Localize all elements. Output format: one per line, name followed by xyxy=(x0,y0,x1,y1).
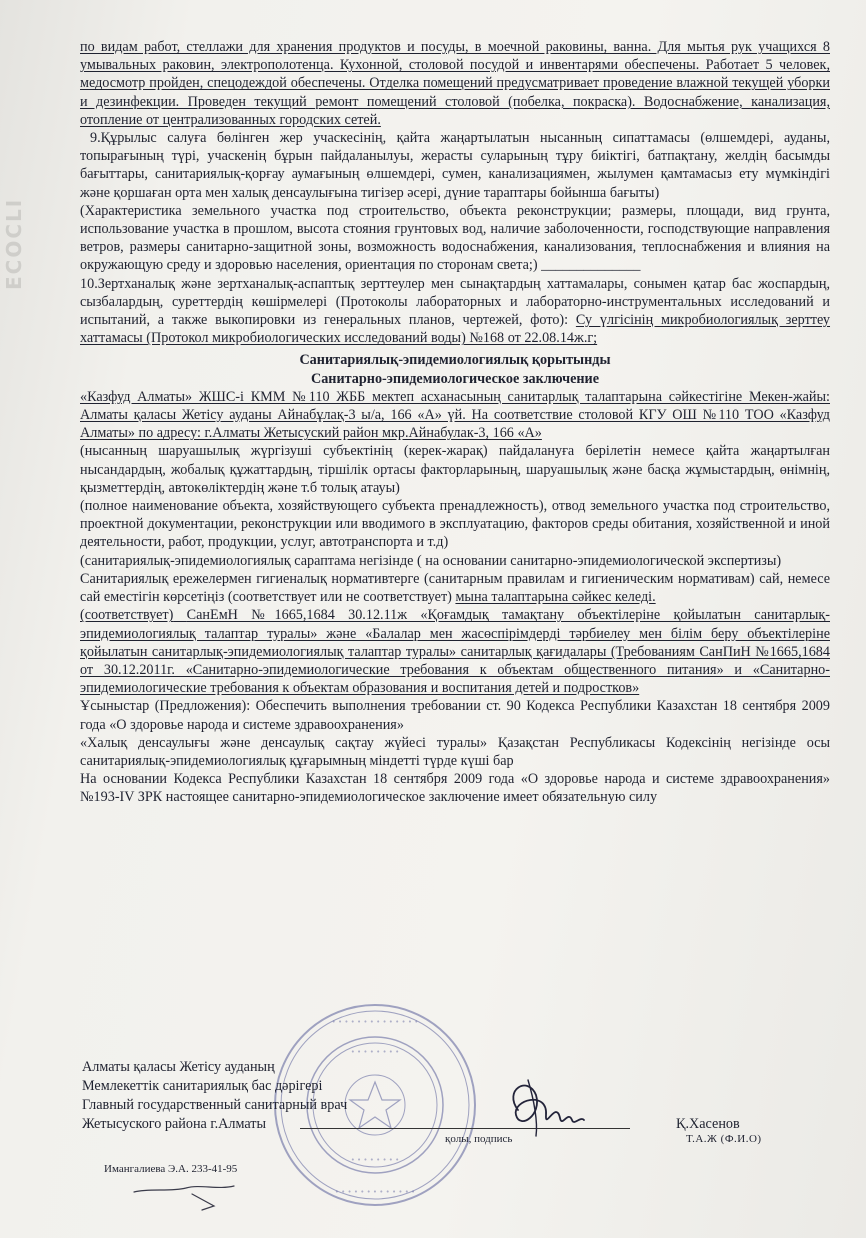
item-9-kz: 9.Құрылыс салуға бөлінген жер учаскесінің, қайта жаңартылатын нысанның сипаттамасы (өлшемдері, ауданы, топырағының түрі, учаскенің бұрын пайдаланылуы, жерасты суларының тұру биіктігі, батпақтану, желдің басымды бағыттары, санитариялық-қорғау аумағының өлшемдері, сумен, канализациямен, жылумен қамтамасыз ету мүмкіндігі және қоршаған орта мен халық денсаулығына тигізер әсері, дүние тараптары бойынша бағыты) xyxy=(80,130,830,201)
standards-prefix: (соответствует) xyxy=(80,607,174,624)
item-10 xyxy=(80,275,830,348)
svg-text:• • • • • • • •: • • • • • • • • xyxy=(350,1156,400,1164)
executor-contact: Имангалиева Э.А. 233-41-95 xyxy=(104,1163,238,1175)
svg-text:• • • • • • • • • • • • •: • • • • • • • • • • • • • xyxy=(334,1188,416,1196)
svg-text:• • • • • • • • • • • • • •: • • • • • • • • • • • • • • xyxy=(331,1018,419,1026)
document-body xyxy=(80,38,830,807)
item-9-blank: ______________ xyxy=(541,257,641,274)
name-caption: Т.А.Ж (Ф.И.О) xyxy=(686,1133,762,1145)
item-10-value: Су үлгісінің микробиологиялық зерттеу хаттамасы (Протокол микробиологических исследований воды) №168 от 22.08.14ж.г; xyxy=(80,312,831,347)
signature-caption: қолы, подпись xyxy=(445,1133,513,1145)
signatory-line-3: Главный государственный санитарный врач xyxy=(82,1097,348,1113)
conclusion-title-kz: Санитариялық-эпидемиологиялық қорытынды xyxy=(299,352,611,369)
expertise-basis: (санитариялық-эпидемиологиялық сараптама негізінде ( на основании санитарно-эпидемиологической экспертизы) xyxy=(80,552,782,569)
item-10-text: 10.Зертханалық және зертханалық-аспаптық зерттеулер мен сынақтардың хаттамалары, сонымен қатар бас жоспардың, сызбалардың, суреттердің көшірмелері (Протоколы лабораторных и лабораторно-инструментальных исследований и испытаний, а также выкопировки из генеральных планов, чертежей, фото): xyxy=(80,275,830,329)
paragraph-kitchen-equipment: по видам работ, стеллажи для хранения продуктов и посуды, в моечной раковины, ванна. Для мытья рук учащихся 8 умывальных раковин, электрополотенца. Кухонной, столовой посудой и инвентарями обеспечены. Работает 5 человек, медосмотр пройден, спецодеждой обеспечены. Отделка помещений предусматривает проведение влажной текущей уборки и дезинфекции. Проведен текущий ремонт помещений столовой (побелка, покраска). Водоснабжение, канализация, отопление от централизованных городских сетей. xyxy=(80,39,830,128)
compliance-text: Санитариялық ережелермен гигиеналық нормативтерге (санитарным правилам и гигиеническим нормативам) сай, немесе сай еместігін көрсетіңіз (соответствует или не соответствует) xyxy=(80,570,830,606)
conclusion-title-ru: Санитарно-эпидемиологическое заключение xyxy=(310,370,600,387)
object-hint-kz: (нысанның шаруашылық жүргізуші субъектінің (керек-жарақ) пайдалануға берілетін немесе қайта жаңартылған нысандардың, жобалық құжаттардың, тіршілік ортасы факторларының, шаруашылық және басқа жұмыстардың, өнімнің, қызметтердің, автокөліктердің және т.б толық атауы) xyxy=(80,443,830,496)
item-9-ru-text: (Характеристика земельного участка под строительство, объекта реконструкции; размеры, площади, вид грунта, использование участка в прошлом, высота стояния грунтовых вод, наличие заболоченности, господствующие направления ветров, размеры санитарно-защитной зоны, возможность водоснабжения, канализования, теплоснабжения и влияния на окружающую среду и здоровью населения, ориентация по сторонам света;) xyxy=(80,202,830,274)
compliance-value: мына талаптарына сәйкес келеді. xyxy=(455,589,656,606)
signatory-line-2: Мемлекеттік санитариялық бас дәрігері xyxy=(82,1078,323,1094)
legal-basis-ru: На основании Кодекса Республики Казахстан 18 сентября 2009 года «О здоровье народа и системе здравоохранения» №193-IV ЗРК настоящее санитарно-эпидемиологическое заключение имеет обязательную силу xyxy=(80,771,830,806)
standards-reference xyxy=(80,606,830,697)
object-hint-ru: (полное наименование объекта, хозяйствующего субъекта пренадлежность), отвод земельного участка под строительство, проектной документации, реконструкции или вводимого в эксплуатацию, факторов среды обитания, хозяйственной и иной деятельности, работ, продукции, услуг, автотранспорта и т.д) xyxy=(80,498,830,551)
svg-text:• • • • • • • •: • • • • • • • • xyxy=(350,1048,400,1056)
legal-basis-kz: «Халық денсаулығы және денсаулық сақтау жүйесі туралы» Қазақстан Республикасы Кодексінің негізіндe осы санитариялық-эпидемиологиялық құғарымның міндетті түрде күші бар xyxy=(80,734,830,769)
signatory-name: Қ.Хасенов xyxy=(676,1116,740,1132)
handwritten-signature xyxy=(498,1070,588,1140)
signatory-line-4: Жетысуского района г.Алматы xyxy=(82,1116,267,1132)
item-9-ru xyxy=(80,202,830,275)
signatory-block xyxy=(82,1058,402,1134)
edge-watermark: ECOCLI xyxy=(2,197,26,290)
handwritten-scribble xyxy=(130,1178,240,1214)
proposals: Ұсыныстар (Предложения): Обеспечить выполнения требовании ст. 90 Кодекса Республики Казахстан 18 сентября 2009 года «О здоровье народа и системе здравоохранения» xyxy=(80,698,830,733)
compliance-statement xyxy=(80,570,830,606)
signatory-line-1: Алматы қаласы Жетісу ауданың xyxy=(82,1059,275,1075)
conclusion-object: «Казфуд Алматы» ЖШС-і КММ №110 ЖББ мектеп асханасының санитарлық талаптарына сәйкестігіне Мекен-жайы: Алматы қаласы Жетісу ауданы Айнабұлақ-3 ы/а, 166 «А» үй. На соответствие столовой КГУ ОШ №110 ТОО «Казфуд Алматы» по адресу: г.Алматы Жетысуский район мкр.Айнабулак-3, 166 «А» xyxy=(80,388,830,442)
standards-value: СанЕмН №1665,1684 30.12.11ж «Қоғамдық тамақтану объектілеріне қойылатын санитарлық-эпидемиологиялық талаптар туралы» және «Балалар мен жасөспірімдерді тәрбиелеу мен білім беру объектілеріне қойылатын санитарлық-эпидемиологиялық талаптар туралы» санитарлық қағидалары (Требованиям СанПиН №1665,1684 от 30.12.2011г. «Санитарно-эпидемиологические требования к объектам общественного питания» и «Санитарно-эпидемиологические требования к объектам образования и воспитания детей и подростков» xyxy=(80,607,830,697)
